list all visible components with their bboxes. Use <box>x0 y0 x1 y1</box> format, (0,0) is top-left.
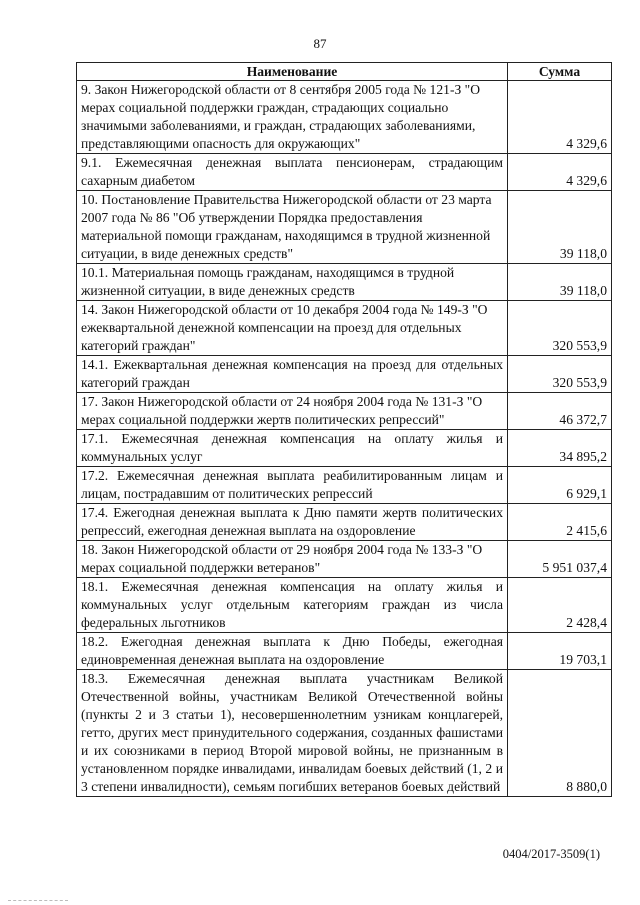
row-sum: 39 118,0 <box>508 264 612 301</box>
row-sum: 2 428,4 <box>508 578 612 633</box>
table-row <box>77 670 612 797</box>
table-row <box>77 356 612 393</box>
row-name: 9.1. Ежемесячная денежная выплата пенсионерам, страдающим сахарным диабетом <box>77 154 508 191</box>
document-code: 0404/2017-3509(1) <box>502 847 600 861</box>
row-sum: 39 118,0 <box>508 191 612 264</box>
table-row <box>77 301 612 356</box>
row-sum: 2 415,6 <box>508 504 612 541</box>
row-sum: 5 951 037,4 <box>508 541 612 578</box>
scan-edge-mark <box>8 900 68 903</box>
table-row <box>77 504 612 541</box>
row-name: 14.1. Ежеквартальная денежная компенсация на проезд для отдельных категорий граждан <box>77 356 508 393</box>
row-name: 17. Закон Нижегородской области от 24 ноября 2004 года № 131-З "О мерах социальной поддержки жертв политических репрессий" <box>77 393 508 430</box>
row-sum: 4 329,6 <box>508 154 612 191</box>
row-name: 17.2. Ежемесячная денежная выплата реабилитированным лицам и лицам, пострадавшим от политических репрессий <box>77 467 508 504</box>
row-name: 18.2. Ежегодная денежная выплата к Дню Победы, ежегодная единовременная денежная выплата на оздоровление <box>77 633 508 670</box>
row-name: 17.4. Ежегодная денежная выплата к Дню памяти жертв политических репрессий, ежегодная денежная выплата на оздоровление <box>77 504 508 541</box>
row-name: 10. Постановление Правительства Нижегородской области от 23 марта 2007 года № 86 "Об утверждении Порядка предоставления материальной помощи гражданам, находящимся в трудной жизненной ситуации, в виде денежных средств" <box>77 191 508 264</box>
table-header-row <box>77 63 612 81</box>
expenditure-table <box>76 62 612 797</box>
page-number: 87 <box>313 36 327 51</box>
header-name: Наименование <box>77 63 508 81</box>
table-row <box>77 191 612 264</box>
row-name: 9. Закон Нижегородской области от 8 сентября 2005 года № 121-З "О мерах социальной поддержки граждан, страдающих социально значимыми заболеваниями, и граждан, страдающих заболеваниями, представляющими опасность для окружающих" <box>77 81 508 154</box>
table-row <box>77 154 612 191</box>
table-row <box>77 467 612 504</box>
table-row <box>77 578 612 633</box>
row-name: 10.1. Материальная помощь гражданам, находящимся в трудной жизненной ситуации, в виде денежных средств <box>77 264 508 301</box>
row-sum: 4 329,6 <box>508 81 612 154</box>
table-row <box>77 430 612 467</box>
row-sum: 46 372,7 <box>508 393 612 430</box>
row-name: 18. Закон Нижегородской области от 29 ноября 2004 года № 133-З "О мерах социальной поддержки ветеранов" <box>77 541 508 578</box>
table-body <box>77 81 612 797</box>
row-name: 18.3. Ежемесячная денежная выплата участникам Великой Отечественной войны, участникам Великой Отечественной войны (пункты 2 и 3 статьи 1), несовершеннолетним узникам концлагерей, гетто, других мест принудительного содержания, созданных фашистами и их союзниками в период Второй мировой войны, не признанным в установленном порядке инвалидами, инвалидам боевых действий (1, 2 и 3 степени инвалидности), семьям погибших ветеранов боевых действий <box>77 670 508 797</box>
row-sum: 8 880,0 <box>508 670 612 797</box>
table-row <box>77 393 612 430</box>
table-row <box>77 264 612 301</box>
row-sum: 19 703,1 <box>508 633 612 670</box>
row-sum: 320 553,9 <box>508 356 612 393</box>
table-row <box>77 81 612 154</box>
row-sum: 34 895,2 <box>508 430 612 467</box>
table-row <box>77 541 612 578</box>
row-name: 17.1. Ежемесячная денежная компенсация на оплату жилья и коммунальных услуг <box>77 430 508 467</box>
row-name: 14. Закон Нижегородской области от 10 декабря 2004 года № 149-З "О ежеквартальной денежной компенсации на проезд для отдельных категорий граждан" <box>77 301 508 356</box>
header-sum: Сумма <box>508 63 612 81</box>
row-sum: 320 553,9 <box>508 301 612 356</box>
row-sum: 6 929,1 <box>508 467 612 504</box>
row-name: 18.1. Ежемесячная денежная компенсация на оплату жилья и коммунальных услуг отдельным категориям граждан из числа федеральных льготников <box>77 578 508 633</box>
table-row <box>77 633 612 670</box>
